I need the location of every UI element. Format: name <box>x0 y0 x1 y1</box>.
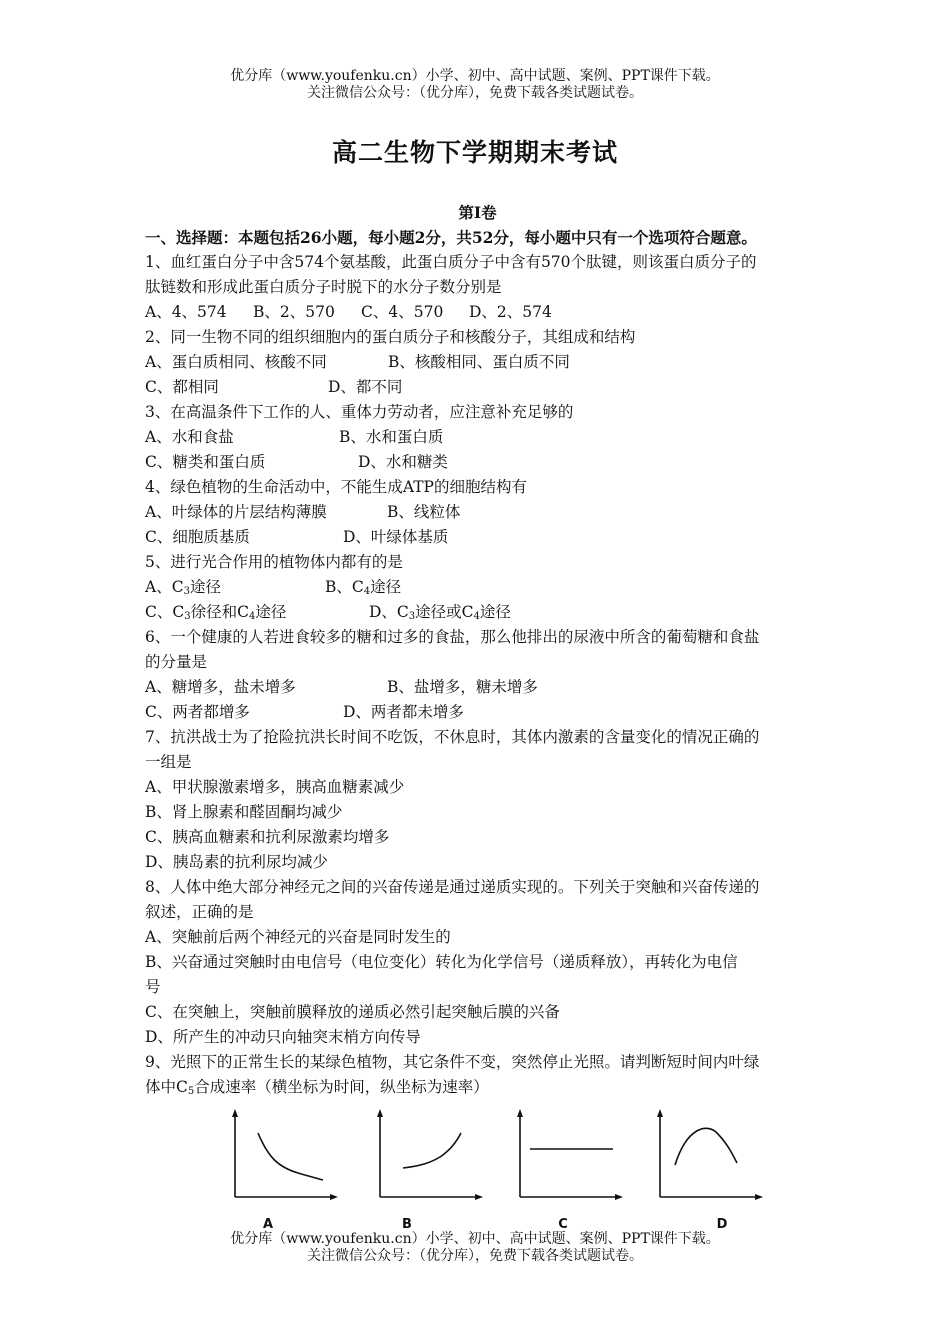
q3-stem: 3、在高温条件下工作的人、重体力劳动者，应注意补充足够的 <box>145 403 574 421</box>
q7-stem-line-1: 7、抗洪战士为了抢险抗洪长时间不吃饭，不休息时，其体内激素的含量变化的情况正确的 <box>145 728 760 746</box>
q5-options-cd <box>145 600 810 625</box>
q8-option-d: D、所产生的冲动只向轴突末梢方向传导 <box>145 1028 421 1046</box>
q4-option-c: C、细胞质基质 <box>145 528 250 546</box>
q8-option-b-line-2: 号 <box>145 978 161 996</box>
q8-stem-line-1: 8、人体中绝大部分神经元之间的兴奋传递是通过递质实现的。下列关于突触和兴奋传递的 <box>145 878 760 896</box>
q3-option-b: B、水和蛋白质 <box>339 428 444 446</box>
q9-graph-d <box>645 1105 765 1245</box>
q3-option-c: C、糖类和蛋白质 <box>145 453 266 471</box>
header-line-2: 关注微信公众号：（优分库），免费下载各类试题试卷。 <box>307 85 643 101</box>
q9-stem-line-1: 9、光照下的正常生长的某绿色植物，其它条件不变，突然停止光照。请判断短时间内叶绿 <box>145 1053 760 1071</box>
q3-options-cd <box>145 450 810 475</box>
q8-option-a: A、突触前后两个神经元的兴奋是同时发生的 <box>145 928 451 946</box>
q6-stem-line-2: 的分量是 <box>145 653 208 671</box>
q8-option-c: C、在突触上，突触前膜释放的递质必然引起突触后膜的兴备 <box>145 1003 560 1021</box>
page-footer <box>0 1231 950 1265</box>
footer-line-1: 优分库（www.youfenku.cn）小学、初中、高中试题、案例、PPT课件下载。 <box>230 1231 720 1247</box>
q2-options-cd <box>145 375 810 400</box>
q4-option-b: B、线粒体 <box>387 503 461 521</box>
graph-c-label: C <box>558 1217 568 1232</box>
q6-options-ab <box>145 675 810 700</box>
q5-stem: 5、进行光合作用的植物体内都有的是 <box>145 553 403 571</box>
q1-stem-line-1: 1、血红蛋白分子中含574个氨基酸，此蛋白质分子中含有570个肽键，则该蛋白质分子的 <box>145 253 757 271</box>
q2-option-d: D、都不同 <box>328 378 403 396</box>
q6-stem-line-1: 6、一个健康的人若进食较多的糖和过多的食盐，那么他排出的尿液中所含的葡萄糖和食盐 <box>145 628 760 646</box>
q9-stem-line-2: 体中$C_5$合成速率（横坐标为时间，纵坐标为速率） <box>145 1078 489 1097</box>
q7-option-c: C、胰高血糖素和抗利尿激素均增多 <box>145 828 390 846</box>
q4-option-a: A、叶绿体的片层结构薄膜 <box>145 503 327 521</box>
graph-b-label: B <box>402 1217 412 1232</box>
q3-option-a: A、水和食盐 <box>145 428 234 446</box>
q5-option-d: D、$C_3$途径或$C_4$途径 <box>369 603 511 622</box>
q7-option-b: B、肾上腺素和醛固酮均减少 <box>145 803 343 821</box>
q4-options-cd <box>145 525 810 550</box>
q1-stem-line-2: 肽链数和形成此蛋白质分子时脱下的水分子数分别是 <box>145 278 502 296</box>
q5-option-b: B、$C_4$途径 <box>325 578 402 597</box>
q7-stem-line-2: 一组是 <box>145 753 192 771</box>
q5-option-a: A、$C_3$途径 <box>145 578 221 597</box>
q6-option-c: C、两者都增多 <box>145 703 250 721</box>
q5-option-c: C、$C_3$徐径和$C_4$途径 <box>145 603 287 622</box>
q6-option-a: A、糖增多，盐未增多 <box>145 678 296 696</box>
q8-stem-line-2: 叙述，正确的是 <box>145 903 254 921</box>
q9-graph-a <box>220 1105 340 1245</box>
q4-option-d: D、叶绿体基质 <box>343 528 449 546</box>
q7-option-d: D、胰岛素的抗利尿均减少 <box>145 853 328 871</box>
q4-options-ab <box>145 500 810 525</box>
graph-a-label: A <box>262 1217 274 1232</box>
q1-option-a: A、4、574 <box>145 303 227 321</box>
q9-graphs <box>220 1105 780 1245</box>
q6-option-b: B、盐增多，糖未增多 <box>387 678 538 696</box>
page-header <box>0 68 950 102</box>
graph-d-plot <box>645 1105 765 1210</box>
q2-option-b: B、核酸相同、蛋白质不同 <box>388 353 570 371</box>
q2-options-ab <box>145 350 810 375</box>
q1-options <box>145 300 810 325</box>
q1-option-b: B、2、570 <box>253 303 335 321</box>
section-heading: 第Ⅰ卷 <box>458 203 497 222</box>
graph-a-plot <box>220 1105 340 1210</box>
graph-b-plot <box>365 1105 485 1210</box>
graph-c-plot <box>505 1105 625 1210</box>
graph-d-label: D <box>716 1217 728 1232</box>
footer-line-2: 关注微信公众号：（优分库），免费下载各类试题试卷。 <box>307 1248 643 1264</box>
q4-stem: 4、绿色植物的生命活动中，不能生成ATP的细胞结构有 <box>145 478 527 496</box>
q2-option-a: A、蛋白质相同、核酸不同 <box>145 353 327 371</box>
q6-options-cd <box>145 700 810 725</box>
instructions: 一、选择题：本题包括26小题，每小题2分，共52分，每小题中只有一个选项符合题意。 <box>145 228 757 247</box>
q2-option-c: C、都相同 <box>145 378 219 396</box>
q2-stem: 2、同一生物不同的组织细胞内的蛋白质分子和核酸分子，其组成和结构 <box>145 328 636 346</box>
q9-graph-b <box>365 1105 485 1245</box>
q9-graph-c <box>505 1105 625 1245</box>
header-line-1: 优分库（www.youfenku.cn）小学、初中、高中试题、案例、PPT课件下载。 <box>230 68 720 84</box>
q1-option-d: D、2、574 <box>469 303 552 321</box>
q6-option-d: D、两者都未增多 <box>343 703 464 721</box>
q5-options-ab <box>145 575 810 600</box>
exam-title: 高二生物下学期期末考试 <box>331 138 618 167</box>
q3-options-ab <box>145 425 810 450</box>
q7-option-a: A、甲状腺激素增多，胰高血糖素减少 <box>145 778 405 796</box>
exam-content <box>145 200 810 1100</box>
q3-option-d: D、水和糖类 <box>358 453 448 471</box>
q8-option-b-line-1: B、兴奋通过突触时由电信号（电位变化）转化为化学信号（递质释放），再转化为电信 <box>145 953 738 971</box>
q1-option-c: C、4、570 <box>361 303 444 321</box>
